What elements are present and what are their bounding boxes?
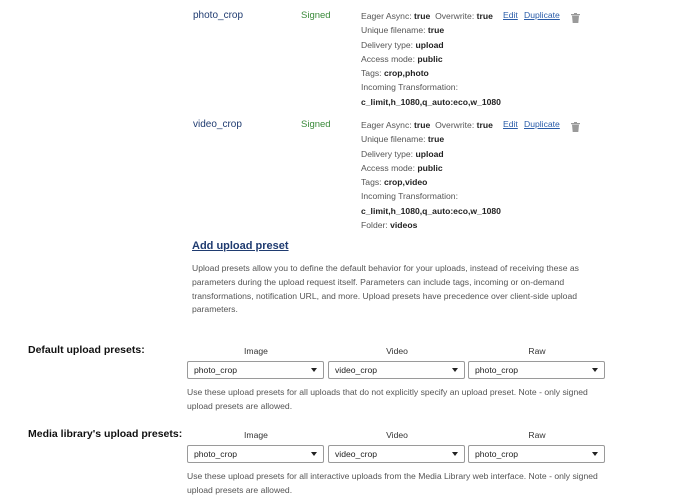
chevron-down-icon bbox=[592, 368, 598, 372]
column-header-video: Video bbox=[386, 430, 408, 440]
chevron-down-icon bbox=[311, 368, 317, 372]
preset-details: Eager Async: true Overwrite: true Unique filename: true Delivery type: upload Access mode: public Tags: crop,video Incoming Transformation: c_limit,h_1080,q_auto:eco,w_1080 Folder: videos bbox=[361, 120, 501, 231]
default-video-preset-select[interactable] bbox=[328, 361, 465, 379]
column-header-video: Video bbox=[386, 346, 408, 356]
column-header-image: Image bbox=[244, 346, 268, 356]
media-library-upload-presets-label: Media library's upload presets: bbox=[28, 428, 183, 440]
column-header-image: Image bbox=[244, 430, 268, 440]
media-raw-preset-select[interactable] bbox=[468, 445, 605, 463]
media-presets-help: Use these upload presets for all interactive uploads from the Media Library web interface. Note - only signed upload presets are allowed. bbox=[187, 471, 598, 495]
chevron-down-icon bbox=[452, 368, 458, 372]
chevron-down-icon bbox=[311, 452, 317, 456]
preset-mode-badge: Signed bbox=[301, 10, 331, 21]
preset-name-video-crop: video_crop bbox=[193, 119, 242, 130]
preset-details: Eager Async: true Overwrite: true Unique filename: true Delivery type: upload Access mode: public Tags: crop,photo Incoming Transformation: c_limit,h_1080,q_auto:eco,w_1080 bbox=[361, 11, 501, 107]
select-value: photo_crop bbox=[475, 365, 519, 375]
column-header-raw: Raw bbox=[528, 346, 546, 356]
trash-icon[interactable] bbox=[571, 10, 580, 20]
chevron-down-icon bbox=[452, 452, 458, 456]
select-value: photo_crop bbox=[194, 365, 238, 375]
add-upload-preset-link[interactable]: Add upload preset bbox=[192, 240, 289, 252]
default-presets-help: Use these upload presets for all uploads that do not explicitly specify an upload preset. Note - only signed upload presets are allowed. bbox=[187, 387, 588, 411]
select-value: photo_crop bbox=[475, 449, 519, 459]
select-value: video_crop bbox=[335, 365, 378, 375]
upload-presets-info: Upload presets allow you to define the default behavior for your uploads, instead of receiving these as parameters during the upload request itself. Parameters can include tags, incoming or on-demand transformations, notification URL, and more. Upload presets have precedence over client-side upload parameters. bbox=[192, 263, 579, 315]
duplicate-preset-link[interactable]: Duplicate bbox=[524, 119, 560, 129]
preset-name-photo-crop: photo_crop bbox=[193, 10, 244, 21]
edit-preset-link[interactable]: Edit bbox=[503, 119, 518, 129]
select-value: photo_crop bbox=[194, 449, 238, 459]
default-raw-preset-select[interactable] bbox=[468, 361, 605, 379]
duplicate-preset-link[interactable]: Duplicate bbox=[524, 10, 560, 20]
chevron-down-icon bbox=[592, 452, 598, 456]
media-image-preset-select[interactable] bbox=[187, 445, 324, 463]
column-header-raw: Raw bbox=[528, 430, 546, 440]
default-image-preset-select[interactable] bbox=[187, 361, 324, 379]
trash-icon[interactable] bbox=[571, 119, 580, 129]
select-value: video_crop bbox=[335, 449, 378, 459]
edit-preset-link[interactable]: Edit bbox=[503, 10, 518, 20]
media-video-preset-select[interactable] bbox=[328, 445, 465, 463]
preset-mode-badge: Signed bbox=[301, 119, 331, 130]
default-upload-presets-label: Default upload presets: bbox=[28, 344, 145, 356]
